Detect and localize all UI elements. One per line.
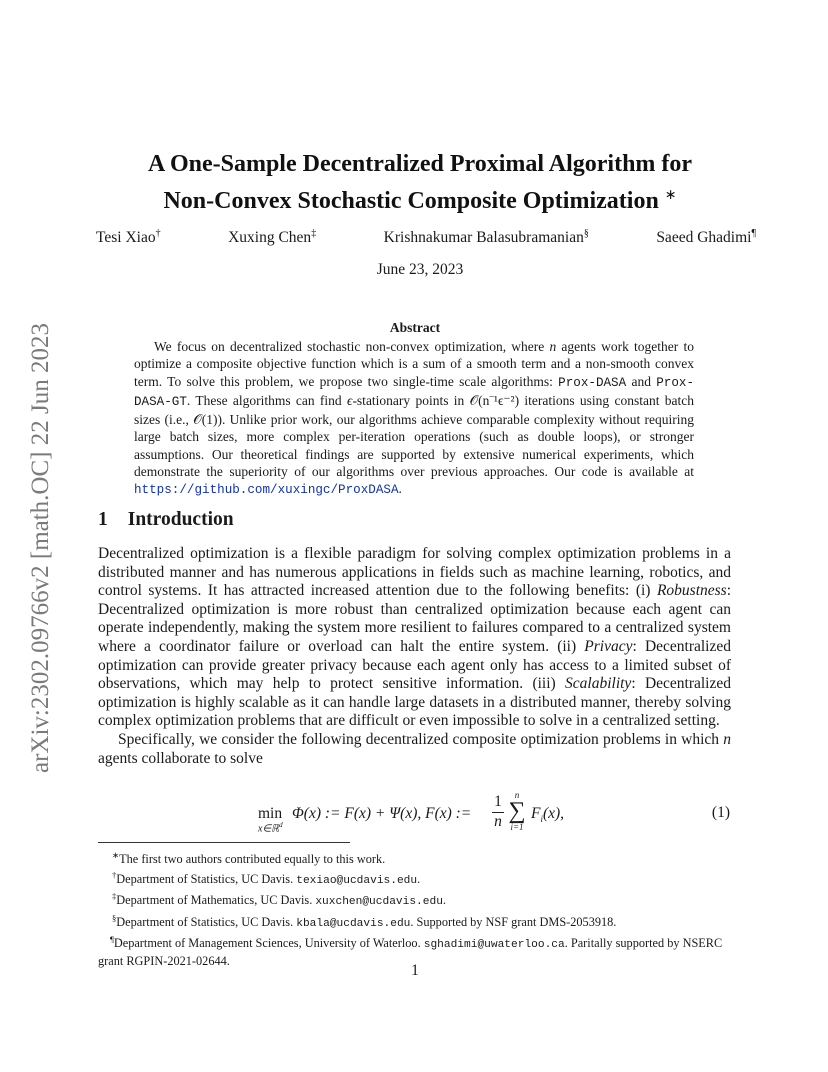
equation-1 xyxy=(258,790,578,841)
algorithm-name: Prox-DASA xyxy=(558,375,627,390)
title-line-2-text: Non-Convex Stochastic Composite Optimization xyxy=(163,188,659,214)
paper-title xyxy=(60,148,780,217)
author-list xyxy=(96,228,756,247)
page-number: 1 xyxy=(411,962,419,979)
min-operator: min xyxy=(258,805,283,822)
min-subscript: x∈ℝ$^d$ xyxy=(258,821,283,835)
arxiv-identifier: arXiv:2302.09766v2 [math.OC] 22 Jun 2023 xyxy=(27,323,54,773)
section-heading: 1 Introduction xyxy=(98,509,234,530)
paragraph: Specifically, we consider the following decentralized composite optimization problems in which n agents collaborate to solve xyxy=(98,730,731,767)
abstract-heading: Abstract xyxy=(389,320,441,335)
fraction: 1 n xyxy=(492,793,504,831)
publication-date: June 23, 2023 xyxy=(376,261,464,278)
author: Xuxing Chen‡ xyxy=(228,228,317,247)
paragraph: Decentralized optimization is a flexible paradigm for solving complex optimization problems in a distributed manner and has numerous applications in fields such as machine learning, robotics, and control systems. It has attracted increased attention due to the following benefits: (i) Robustness: Decentralized optimization is more robust than centralized optimization because each agent can operate independently, making the system more resilient to failures compared to a centralized system where a coordinator failure or overload can halt the entire system. (ii) Privacy: Decentralized optimization can provide greater privacy because each agent only has access to a limited subset of observations, which may help to protect sensitive information. (iii) Scalability: Decentralized optimization is highly scalable as it can handle large datasets in a distributed manner, thereby solving complex optimization problems that are difficult or even impossible to solve in a centralized setting. xyxy=(98,545,731,730)
author: Tesi Xiao† xyxy=(96,228,161,247)
footnote-rule xyxy=(98,842,350,843)
footnote: ¶Department of Management Sciences, University of Waterloo. sghadimi@uwaterloo.ca. Paritally supported by NSERC grant RGPIN-2021-02644. xyxy=(98,934,723,968)
footnote: §Department of Statistics, UC Davis. kbala@ucdavis.edu. Supported by NSF grant DMS-2053918. xyxy=(112,912,617,930)
equation-lhs: Φ(x) := F(x) + Ψ(x), F(x) := xyxy=(292,805,472,822)
introduction-body xyxy=(98,545,731,768)
footnotes xyxy=(98,848,734,969)
title-line-2 xyxy=(60,180,780,217)
footnote: †Department of Statistics, UC Davis. texiao@ucdavis.edu. xyxy=(112,869,421,887)
code-repository-link[interactable]: https://github.com/xuxingc/ProxDASA xyxy=(134,483,399,498)
summation: n ∑ i=1 xyxy=(508,790,526,832)
summand: $F_i(x)$, xyxy=(531,805,565,825)
algorithm-name: Prox-DASA-GT xyxy=(134,375,695,409)
footnote: ∗The first two authors contributed equally to this work. xyxy=(112,850,386,867)
author: Saeed Ghadimi¶ xyxy=(656,228,756,247)
author: Krishnakumar Balasubramanian§ xyxy=(383,228,589,247)
footnote: ‡Department of Mathematics, UC Davis. xuxchen@ucdavis.edu. xyxy=(112,891,446,909)
title-line-1: A One-Sample Decentralized Proximal Algorithm for xyxy=(147,151,693,177)
equation-number: (1) xyxy=(711,804,730,821)
abstract-body: We focus on decentralized stochastic non-convex optimization, where n agents work together to optimize a composite objective function which is a sum of a smooth term and a non-smooth convex term. To solve this problem, we propose two single-time scale algorithms: Prox-DASA and Prox-DASA-GT. These algorithms can find ϵ-stationary points in 𝒪(n⁻¹ϵ⁻²) iterations using constant batch sizes (i.e., 𝒪(1)). Unlike prior work, our algorithms achieve comparable complexity without requiring large batch sizes, more complex per-iteration operations (such as double loops), or stronger assumptions. Our theoretical findings are supported by extensive numerical experiments, which demonstrate the superiority of our algorithms over previous approaches. Our code is available at https://github.com/xuxingc/ProxDASA. xyxy=(134,339,695,498)
title-footnote-marker: ∗ xyxy=(664,188,677,203)
